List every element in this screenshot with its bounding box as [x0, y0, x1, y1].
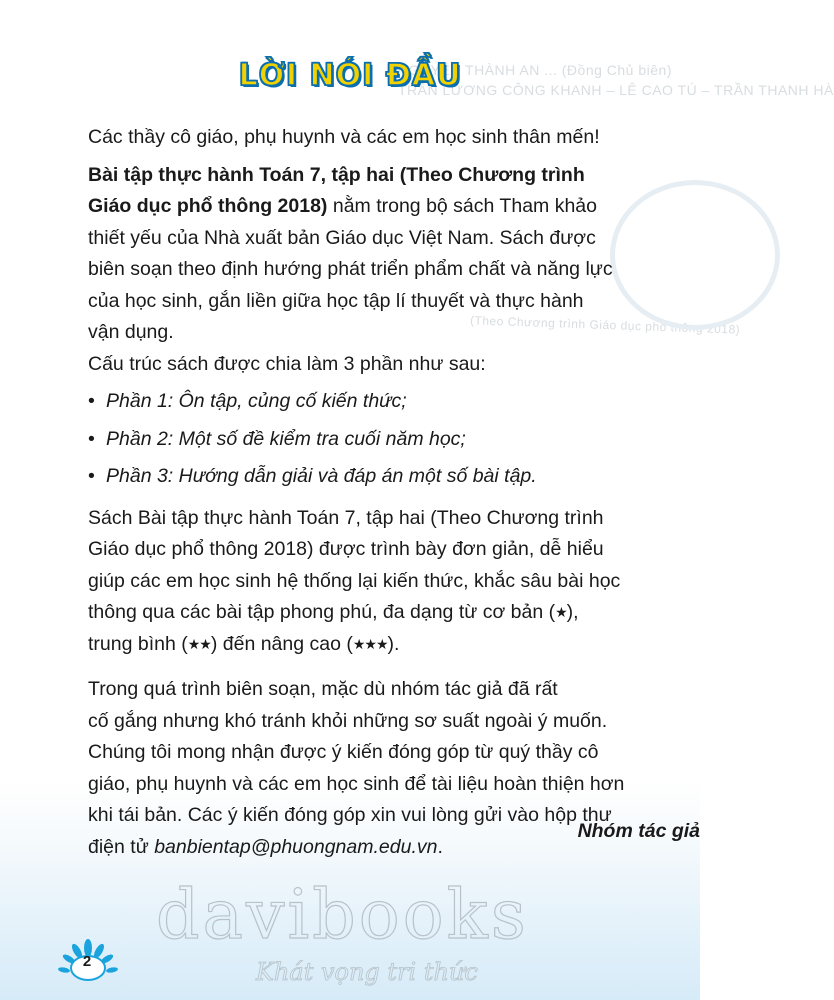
presentation-line-5-b: ) đến nâng cao (: [210, 632, 353, 655]
presentation-paragraph: [88, 503, 728, 661]
part-item-3-text: Phần 3: Hướng dẫn giải và đáp án một số bài tập.: [106, 465, 537, 487]
closing-line-2: cố gắng nhưng khó tránh khỏi những sơ suất ngoài ý muốn.: [88, 709, 608, 732]
star-icon-advanced: ★★★: [352, 635, 388, 652]
presentation-line-2: Giáo dục phổ thông 2018) được trình bày đơn giản, dễ hiểu: [88, 538, 604, 560]
page-number: 2: [82, 953, 92, 970]
intro-bold-line-2: Giáo dục phổ thông 2018): [88, 195, 328, 217]
intro-line-3: thiết yếu của Nhà xuất bản Giáo dục Việt Nam. Sách được: [88, 226, 596, 249]
preface-body: [88, 122, 728, 863]
bleed-through-authors-line-1: NGUYỄN THÀNH AN ... (Đồng Chủ biên): [398, 62, 672, 78]
bullet-icon: •: [88, 465, 95, 487]
presentation-line-5-end: ).: [387, 632, 400, 655]
presentation-line-5: [88, 629, 728, 661]
bullet-icon: •: [88, 427, 95, 450]
bleed-through-authors-line-2: TRẦN LƯƠNG CÔNG KHANH – LÊ CAO TÚ – TRẦN THANH HÀ: [398, 82, 834, 98]
intro-line-2-rest: nằm trong bộ sách Tham khảo: [327, 195, 597, 217]
closing-line-1: Trong quá trình biên soạn, mặc dù nhóm tác giả đã rất: [88, 678, 558, 700]
page-title: LỜI NÓI ĐẦU: [238, 58, 462, 94]
intro-paragraph: [88, 160, 728, 349]
part-item-1-text: Phần 1: Ôn tập, củng cố kiến thức;: [106, 390, 407, 412]
closing-line-5: khi tái bản. Các ý kiến đóng góp xin vui lòng gửi vào hộp thư: [88, 804, 612, 826]
intro-line-2: [88, 191, 728, 223]
intro-bold-line-1: Bài tập thực hành Toán 7, tập hai (Theo Chương trình: [88, 163, 585, 186]
intro-line-5: của học sinh, gắn liền giữa học tập lí thuyết và thực hành: [88, 289, 584, 312]
part-item-2: [88, 424, 728, 456]
part-item-3: [88, 461, 728, 493]
presentation-line-1: Sách Bài tập thực hành Toán 7, tập hai (Theo Chương trình: [88, 506, 604, 529]
intro-line-4: biên soạn theo định hướng phát triển phẩm chất và năng lực: [88, 258, 613, 280]
bleed-through-subtitle: (Theo Chương trình Giáo dục phổ thông 2018): [469, 313, 741, 337]
watermark-brand: davibooks: [156, 876, 529, 955]
star-icon-basic: ★: [555, 604, 567, 620]
author-signature: Nhóm tác giả: [577, 820, 700, 842]
intro-line-6: vận dụng.: [88, 321, 174, 343]
contact-email: banbientap@phuongnam.edu.vn: [154, 835, 438, 858]
presentation-line-3: giúp các em học sinh hệ thống lại kiến thức, khắc sâu bài học: [88, 569, 621, 592]
presentation-line-4: [88, 597, 728, 629]
closing-line-6-end: .: [437, 835, 443, 858]
star-icon-medium: ★★: [187, 635, 211, 652]
greeting-line: Các thầy cô giáo, phụ huynh và các em học sinh thân mến!: [88, 126, 600, 148]
closing-line-3: Chúng tôi mong nhận được ý kiến đóng góp từ quý thầy cô: [88, 741, 599, 763]
watermark-tagline: Khát vọng tri thức: [256, 958, 478, 986]
structure-intro: Cấu trúc sách được chia làm 3 phần như sau:: [88, 352, 486, 375]
bullet-icon: •: [88, 390, 95, 412]
part-item-2-text: Phần 2: Một số đề kiểm tra cuối năm học;: [106, 427, 466, 450]
presentation-line-4-end: ),: [566, 601, 579, 623]
parts-list: [88, 386, 728, 493]
presentation-line-5-a: trung bình (: [88, 632, 188, 655]
presentation-line-4-text: thông qua các bài tập phong phú, đa dạng từ cơ bản (: [88, 601, 556, 623]
closing-line-4: giáo, phụ huynh và các em học sinh để tài liệu hoàn thiện hơn: [88, 772, 625, 795]
part-item-1: [88, 386, 728, 418]
closing-line-6-a: điện tử: [88, 835, 155, 858]
